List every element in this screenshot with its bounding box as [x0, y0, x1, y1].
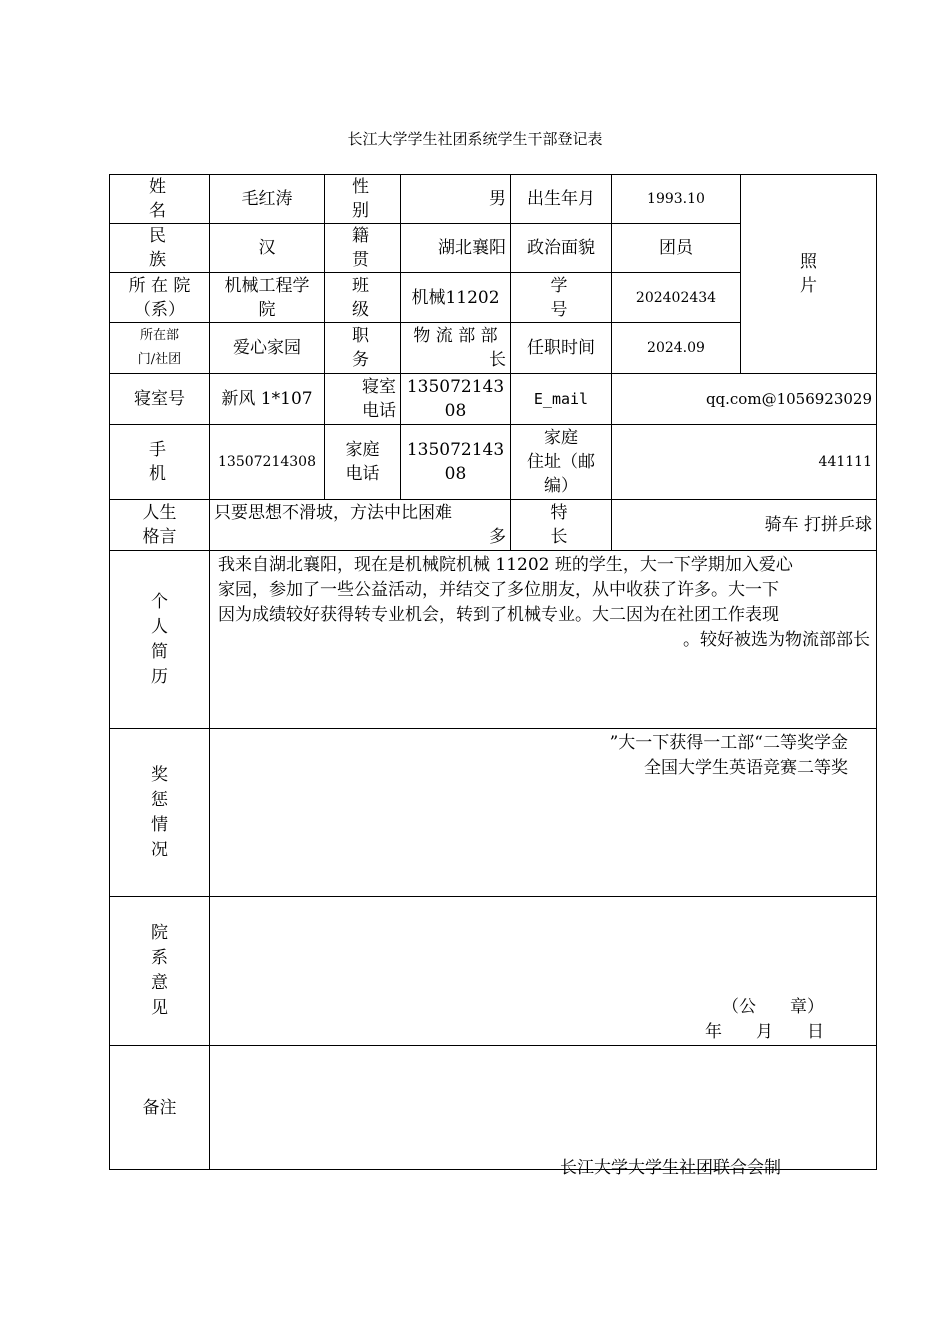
registration-table — [109, 174, 877, 1170]
label-opinion-char: 系 — [151, 948, 168, 968]
value-motto-1: 只要思想不滑坡，方法中比困难 — [214, 503, 452, 523]
value-position-2: 长 — [489, 350, 506, 370]
label-name: 姓 名 — [110, 175, 210, 224]
value-gender: 男 — [401, 175, 511, 224]
value-political-status: 团员 — [612, 224, 741, 273]
label-awards — [110, 729, 210, 897]
label-resume-char: 历 — [151, 666, 168, 687]
row-name — [110, 175, 877, 224]
value-student-id: 202402434 — [612, 273, 741, 323]
label-student-id: 学 号 — [511, 273, 612, 323]
label-address-3: 编） — [544, 476, 578, 496]
value-position-1: 物 流 部 部 — [413, 326, 498, 346]
row-remarks — [110, 1046, 877, 1170]
value-name: 毛红涛 — [210, 175, 325, 224]
value-awards — [210, 729, 877, 897]
seal-line: （公 章） — [722, 997, 824, 1017]
label-home-phone — [325, 425, 401, 500]
value-mobile: 13507214308 — [210, 425, 325, 500]
label-email: E_mail — [511, 374, 612, 425]
photo-label-2: 片 — [800, 276, 817, 296]
resume-line: 因为成绩较好获得转专业机会，转到了机械专业。大二因为在社团工作表现 — [218, 605, 779, 625]
label-class: 班 级 — [325, 273, 401, 323]
label-address — [511, 425, 612, 500]
label-department — [110, 323, 210, 374]
value-email: qq.com@1056923029 — [612, 374, 877, 425]
label-opinion — [110, 897, 210, 1046]
label-tenure: 任职时间 — [511, 323, 612, 374]
footer-issuer: 长江大学大学生社团联合会制 — [560, 1158, 781, 1178]
resume-line: 。较好被选为物流部部长 — [683, 630, 870, 650]
row-opinion — [110, 897, 877, 1046]
value-dorm-phone — [401, 374, 511, 425]
value-tenure: 2024.09 — [612, 323, 741, 374]
value-home-phone-1: 135072143 — [406, 440, 505, 460]
value-college-1: 机械工程学 — [224, 275, 310, 296]
resume-line: 我来自湖北襄阳，现在是机械院机械 11202 班的学生，大一下学期加入爱心 — [218, 555, 793, 575]
label-home-phone-1: 家庭 — [345, 440, 380, 460]
label-motto-2: 格言 — [142, 527, 177, 547]
value-motto-2: 多 — [489, 527, 506, 547]
value-college-2: 院 — [258, 299, 276, 320]
label-dorm-phone-1: 寝室 — [362, 377, 396, 397]
row-awards — [110, 729, 877, 897]
row-resume — [110, 551, 877, 729]
label-resume-char: 人 — [151, 616, 168, 637]
value-dorm-phone-2: 08 — [444, 401, 467, 421]
label-motto-1: 人生 — [142, 503, 177, 523]
value-position — [401, 323, 511, 374]
value-address-postcode: 441111 — [612, 425, 877, 500]
label-native-place: 籍 贯 — [325, 224, 401, 273]
award-line: 全国大学生英语竞赛二等奖 — [644, 758, 848, 778]
label-ethnicity: 民 族 — [110, 224, 210, 273]
value-opinion — [210, 897, 877, 1046]
value-dorm: 新风 1*107 — [210, 374, 325, 425]
value-class: 机械11202 — [401, 273, 511, 323]
label-awards-char: 惩 — [151, 789, 168, 810]
label-address-2: 住址（邮 — [527, 452, 595, 472]
label-department-1: 所在部 — [139, 328, 179, 343]
resume-line: 家园，参加了一些公益活动，并结交了多位朋友，从中收获了许多。大一下 — [218, 580, 779, 600]
row-motto — [110, 500, 877, 551]
label-dorm: 寝室号 — [110, 374, 210, 425]
value-home-phone — [401, 425, 511, 500]
value-college — [210, 273, 325, 323]
photo-cell — [741, 175, 877, 374]
label-specialty: 特 长 — [511, 500, 612, 551]
date-line: 年 月 日 — [705, 1022, 824, 1042]
row-mobile — [110, 425, 877, 500]
label-dorm-phone — [325, 374, 401, 425]
label-college-1: 所 在 院 — [128, 275, 191, 296]
row-dorm — [110, 374, 877, 425]
value-birth: 1993.10 — [612, 175, 741, 224]
label-opinion-char: 见 — [151, 998, 168, 1018]
value-department: 爱心家园 — [210, 323, 325, 374]
label-awards-char: 况 — [151, 839, 168, 860]
label-department-2: 门/社团 — [137, 352, 182, 367]
label-remarks: 备注 — [110, 1046, 210, 1170]
label-dorm-phone-2: 电话 — [362, 401, 396, 421]
label-position: 职 务 — [325, 323, 401, 374]
label-mobile: 手 机 — [110, 425, 210, 500]
label-college-2: （系） — [134, 299, 185, 320]
label-motto — [110, 500, 210, 551]
label-home-phone-2: 电话 — [345, 464, 380, 484]
label-political-status: 政治面貌 — [511, 224, 612, 273]
value-home-phone-2: 08 — [444, 464, 467, 484]
label-opinion-char: 意 — [151, 973, 168, 993]
award-line: ”大一下获得一工部“二等奖学金 — [609, 733, 848, 753]
label-gender: 性 别 — [325, 175, 401, 224]
value-native-place: 湖北襄阳 — [401, 224, 511, 273]
label-college — [110, 273, 210, 323]
label-awards-char: 情 — [151, 814, 168, 835]
label-birth: 出生年月 — [511, 175, 612, 224]
label-resume — [110, 551, 210, 729]
value-ethnicity: 汉 — [210, 224, 325, 273]
label-address-1: 家庭 — [544, 428, 578, 448]
label-resume-char: 个 — [151, 591, 168, 612]
value-remarks — [210, 1046, 877, 1170]
label-opinion-char: 院 — [151, 923, 168, 943]
value-specialty: 骑车 打拼乒球 — [612, 500, 877, 551]
label-resume-char: 简 — [151, 641, 168, 662]
value-resume — [210, 551, 877, 729]
form-title: 长江大学学生社团系统学生干部登记表 — [347, 130, 603, 148]
label-awards-char: 奖 — [151, 764, 168, 785]
value-motto — [210, 500, 511, 551]
value-dorm-phone-1: 135072143 — [406, 377, 505, 397]
photo-label-1: 照 — [800, 252, 817, 272]
